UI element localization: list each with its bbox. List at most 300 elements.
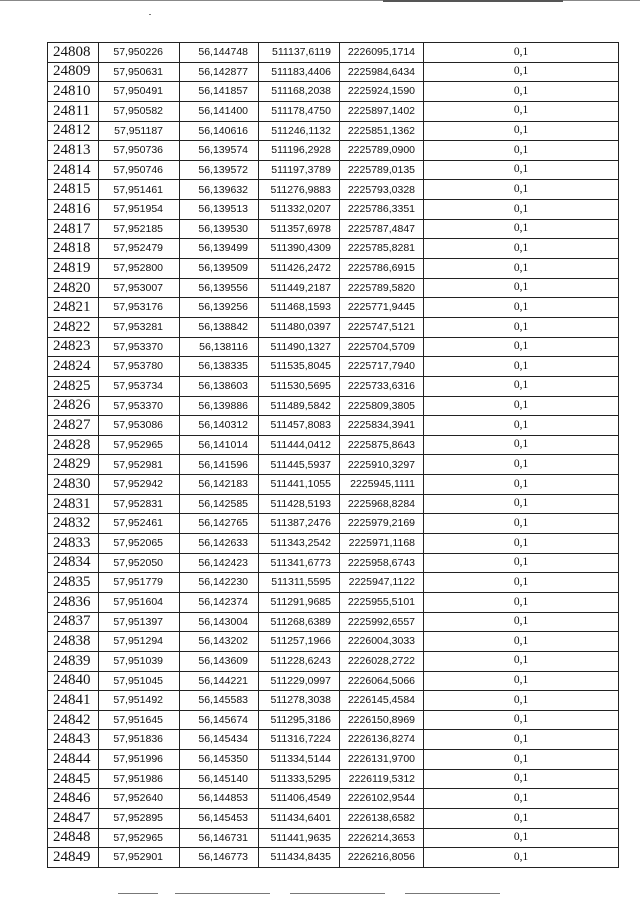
latitude-cell: 57,951397 (99, 612, 180, 632)
bottom-rule-segment (175, 893, 270, 894)
latitude-cell: 57,953370 (99, 396, 180, 416)
x-coordinate-cell: 511276,9883 (259, 180, 340, 200)
x-coordinate-cell: 511490,1327 (259, 337, 340, 357)
longitude-cell: 56,140616 (180, 121, 259, 141)
point-number-cell: 24839 (48, 651, 99, 671)
longitude-cell: 56,138842 (180, 317, 259, 337)
x-coordinate-cell: 511441,9635 (259, 828, 340, 848)
accuracy-cell: 0,1 (424, 376, 619, 396)
longitude-cell: 56,139556 (180, 278, 259, 298)
table-row (48, 828, 619, 848)
longitude-cell: 56,145434 (180, 730, 259, 750)
table-row (48, 160, 619, 180)
latitude-cell: 57,950226 (99, 43, 180, 63)
accuracy-cell: 0,1 (424, 710, 619, 730)
latitude-cell: 57,951986 (99, 769, 180, 789)
accuracy-cell: 0,1 (424, 435, 619, 455)
y-coordinate-cell: 2226138,6582 (340, 808, 424, 828)
point-number-cell: 24817 (48, 219, 99, 239)
longitude-cell: 56,141596 (180, 455, 259, 475)
point-number-cell: 24847 (48, 808, 99, 828)
point-number-cell: 24819 (48, 259, 99, 279)
point-number-cell: 24832 (48, 514, 99, 534)
y-coordinate-cell: 2226131,9700 (340, 750, 424, 770)
point-number-cell: 24824 (48, 357, 99, 377)
table-row (48, 180, 619, 200)
x-coordinate-cell: 511334,5144 (259, 750, 340, 770)
x-coordinate-cell: 511257,1966 (259, 632, 340, 652)
accuracy-cell: 0,1 (424, 180, 619, 200)
x-coordinate-cell: 511449,2187 (259, 278, 340, 298)
x-coordinate-cell: 511246,1132 (259, 121, 340, 141)
y-coordinate-cell: 2225971,1168 (340, 534, 424, 554)
table-row (48, 573, 619, 593)
accuracy-cell: 0,1 (424, 259, 619, 279)
accuracy-cell: 0,1 (424, 808, 619, 828)
accuracy-cell: 0,1 (424, 573, 619, 593)
x-coordinate-cell: 511316,7224 (259, 730, 340, 750)
table-row (48, 82, 619, 102)
x-coordinate-cell: 511387,2476 (259, 514, 340, 534)
point-number-cell: 24830 (48, 475, 99, 495)
x-coordinate-cell: 511295,3186 (259, 710, 340, 730)
point-number-cell: 24816 (48, 200, 99, 220)
y-coordinate-cell: 2225947,1122 (340, 573, 424, 593)
table-row (48, 455, 619, 475)
x-coordinate-cell: 511357,6978 (259, 219, 340, 239)
accuracy-cell: 0,1 (424, 475, 619, 495)
point-number-cell: 24808 (48, 43, 99, 63)
x-coordinate-cell: 511183,4406 (259, 62, 340, 82)
table-row (48, 239, 619, 259)
table-row (48, 710, 619, 730)
accuracy-cell: 0,1 (424, 219, 619, 239)
point-number-cell: 24822 (48, 317, 99, 337)
table-row (48, 534, 619, 554)
latitude-cell: 57,952640 (99, 789, 180, 809)
table-row (48, 435, 619, 455)
y-coordinate-cell: 2226119,5312 (340, 769, 424, 789)
y-coordinate-cell: 2226136,8274 (340, 730, 424, 750)
y-coordinate-cell: 2225786,6915 (340, 259, 424, 279)
y-coordinate-cell: 2225787,4847 (340, 219, 424, 239)
y-coordinate-cell: 2225747,5121 (340, 317, 424, 337)
longitude-cell: 56,139886 (180, 396, 259, 416)
x-coordinate-cell: 511468,1593 (259, 298, 340, 318)
longitude-cell: 56,144748 (180, 43, 259, 63)
latitude-cell: 57,952942 (99, 475, 180, 495)
accuracy-cell: 0,1 (424, 612, 619, 632)
latitude-cell: 57,953176 (99, 298, 180, 318)
accuracy-cell: 0,1 (424, 357, 619, 377)
y-coordinate-cell: 2226150,8969 (340, 710, 424, 730)
latitude-cell: 57,950582 (99, 101, 180, 121)
top-page-rule-heavy (383, 0, 563, 2)
table-row (48, 475, 619, 495)
y-coordinate-cell: 2225924,1590 (340, 82, 424, 102)
point-number-cell: 24812 (48, 121, 99, 141)
longitude-cell: 56,144853 (180, 789, 259, 809)
x-coordinate-cell: 511489,5842 (259, 396, 340, 416)
y-coordinate-cell: 2225851,1362 (340, 121, 424, 141)
longitude-cell: 56,142230 (180, 573, 259, 593)
y-coordinate-cell: 2225704,5709 (340, 337, 424, 357)
accuracy-cell: 0,1 (424, 200, 619, 220)
table-row (48, 612, 619, 632)
x-coordinate-cell: 511137,6119 (259, 43, 340, 63)
point-number-cell: 24833 (48, 534, 99, 554)
latitude-cell: 57,951187 (99, 121, 180, 141)
accuracy-cell: 0,1 (424, 298, 619, 318)
scan-speck (149, 14, 151, 15)
point-number-cell: 24849 (48, 848, 99, 868)
point-number-cell: 24811 (48, 101, 99, 121)
latitude-cell: 57,951996 (99, 750, 180, 770)
y-coordinate-cell: 2226145,4584 (340, 691, 424, 711)
table-row (48, 121, 619, 141)
longitude-cell: 56,139574 (180, 141, 259, 161)
accuracy-cell: 0,1 (424, 416, 619, 436)
x-coordinate-cell: 511434,6401 (259, 808, 340, 828)
x-coordinate-cell: 511168,2038 (259, 82, 340, 102)
point-number-cell: 24818 (48, 239, 99, 259)
point-number-cell: 24825 (48, 376, 99, 396)
accuracy-cell: 0,1 (424, 632, 619, 652)
longitude-cell: 56,139256 (180, 298, 259, 318)
longitude-cell: 56,146773 (180, 848, 259, 868)
latitude-cell: 57,951604 (99, 592, 180, 612)
latitude-cell: 57,953007 (99, 278, 180, 298)
latitude-cell: 57,952981 (99, 455, 180, 475)
table-row (48, 632, 619, 652)
latitude-cell: 57,952800 (99, 259, 180, 279)
latitude-cell: 57,952901 (99, 848, 180, 868)
table-row (48, 553, 619, 573)
table-row (48, 278, 619, 298)
accuracy-cell: 0,1 (424, 553, 619, 573)
point-number-cell: 24843 (48, 730, 99, 750)
coordinates-table-body (48, 43, 619, 868)
latitude-cell: 57,952050 (99, 553, 180, 573)
y-coordinate-cell: 2226064,5066 (340, 671, 424, 691)
point-number-cell: 24828 (48, 435, 99, 455)
accuracy-cell: 0,1 (424, 848, 619, 868)
table-row (48, 769, 619, 789)
y-coordinate-cell: 2226028,2722 (340, 651, 424, 671)
table-row (48, 494, 619, 514)
x-coordinate-cell: 511311,5595 (259, 573, 340, 593)
latitude-cell: 57,951039 (99, 651, 180, 671)
latitude-cell: 57,952965 (99, 828, 180, 848)
y-coordinate-cell: 2225955,5101 (340, 592, 424, 612)
table-row (48, 789, 619, 809)
table-row (48, 62, 619, 82)
latitude-cell: 57,951645 (99, 710, 180, 730)
point-number-cell: 24842 (48, 710, 99, 730)
accuracy-cell: 0,1 (424, 82, 619, 102)
latitude-cell: 57,951461 (99, 180, 180, 200)
point-number-cell: 24829 (48, 455, 99, 475)
latitude-cell: 57,951294 (99, 632, 180, 652)
bottom-rule-segment (290, 893, 385, 894)
y-coordinate-cell: 2225786,3351 (340, 200, 424, 220)
longitude-cell: 56,139513 (180, 200, 259, 220)
accuracy-cell: 0,1 (424, 494, 619, 514)
y-coordinate-cell: 2225789,0135 (340, 160, 424, 180)
latitude-cell: 57,952461 (99, 514, 180, 534)
point-number-cell: 24827 (48, 416, 99, 436)
table-row (48, 592, 619, 612)
accuracy-cell: 0,1 (424, 828, 619, 848)
accuracy-cell: 0,1 (424, 514, 619, 534)
longitude-cell: 56,139499 (180, 239, 259, 259)
y-coordinate-cell: 2225717,7940 (340, 357, 424, 377)
table-row (48, 848, 619, 868)
table-row (48, 101, 619, 121)
y-coordinate-cell: 2226216,8056 (340, 848, 424, 868)
longitude-cell: 56,141014 (180, 435, 259, 455)
accuracy-cell: 0,1 (424, 455, 619, 475)
y-coordinate-cell: 2226102,9544 (340, 789, 424, 809)
latitude-cell: 57,952895 (99, 808, 180, 828)
x-coordinate-cell: 511332,0207 (259, 200, 340, 220)
accuracy-cell: 0,1 (424, 62, 619, 82)
x-coordinate-cell: 511333,5295 (259, 769, 340, 789)
latitude-cell: 57,952965 (99, 435, 180, 455)
y-coordinate-cell: 2225979,2169 (340, 514, 424, 534)
longitude-cell: 56,142374 (180, 592, 259, 612)
y-coordinate-cell: 2226095,1714 (340, 43, 424, 63)
longitude-cell: 56,145350 (180, 750, 259, 770)
x-coordinate-cell: 511196,2928 (259, 141, 340, 161)
longitude-cell: 56,139530 (180, 219, 259, 239)
table-row (48, 219, 619, 239)
point-number-cell: 24820 (48, 278, 99, 298)
point-number-cell: 24809 (48, 62, 99, 82)
coordinates-table (47, 42, 619, 868)
latitude-cell: 57,953780 (99, 357, 180, 377)
point-number-cell: 24836 (48, 592, 99, 612)
table-row (48, 376, 619, 396)
accuracy-cell: 0,1 (424, 730, 619, 750)
table-row (48, 808, 619, 828)
latitude-cell: 57,951954 (99, 200, 180, 220)
x-coordinate-cell: 511445,5937 (259, 455, 340, 475)
latitude-cell: 57,951492 (99, 691, 180, 711)
table-row (48, 396, 619, 416)
latitude-cell: 57,950746 (99, 160, 180, 180)
latitude-cell: 57,952831 (99, 494, 180, 514)
latitude-cell: 57,953734 (99, 376, 180, 396)
x-coordinate-cell: 511480,0397 (259, 317, 340, 337)
y-coordinate-cell: 2225968,8284 (340, 494, 424, 514)
point-number-cell: 24821 (48, 298, 99, 318)
x-coordinate-cell: 511441,1055 (259, 475, 340, 495)
longitude-cell: 56,140312 (180, 416, 259, 436)
longitude-cell: 56,143202 (180, 632, 259, 652)
y-coordinate-cell: 2225771,9445 (340, 298, 424, 318)
table-row (48, 141, 619, 161)
x-coordinate-cell: 511278,3038 (259, 691, 340, 711)
longitude-cell: 56,141400 (180, 101, 259, 121)
table-row (48, 730, 619, 750)
longitude-cell: 56,142585 (180, 494, 259, 514)
latitude-cell: 57,953086 (99, 416, 180, 436)
longitude-cell: 56,139632 (180, 180, 259, 200)
accuracy-cell: 0,1 (424, 592, 619, 612)
longitude-cell: 56,141857 (180, 82, 259, 102)
y-coordinate-cell: 2225875,8643 (340, 435, 424, 455)
longitude-cell: 56,138335 (180, 357, 259, 377)
y-coordinate-cell: 2225834,3941 (340, 416, 424, 436)
point-number-cell: 24848 (48, 828, 99, 848)
longitude-cell: 56,146731 (180, 828, 259, 848)
longitude-cell: 56,139509 (180, 259, 259, 279)
table-row (48, 651, 619, 671)
longitude-cell: 56,142877 (180, 62, 259, 82)
point-number-cell: 24834 (48, 553, 99, 573)
latitude-cell: 57,951045 (99, 671, 180, 691)
table-row (48, 750, 619, 770)
x-coordinate-cell: 511457,8083 (259, 416, 340, 436)
y-coordinate-cell: 2225897,1402 (340, 101, 424, 121)
accuracy-cell: 0,1 (424, 278, 619, 298)
latitude-cell: 57,951836 (99, 730, 180, 750)
table-row (48, 43, 619, 63)
point-number-cell: 24826 (48, 396, 99, 416)
point-number-cell: 24810 (48, 82, 99, 102)
x-coordinate-cell: 511343,2542 (259, 534, 340, 554)
point-number-cell: 24845 (48, 769, 99, 789)
point-number-cell: 24840 (48, 671, 99, 691)
accuracy-cell: 0,1 (424, 789, 619, 809)
accuracy-cell: 0,1 (424, 141, 619, 161)
y-coordinate-cell: 2225958,6743 (340, 553, 424, 573)
latitude-cell: 57,953370 (99, 337, 180, 357)
longitude-cell: 56,139572 (180, 160, 259, 180)
y-coordinate-cell: 2226004,3033 (340, 632, 424, 652)
y-coordinate-cell: 2225789,5820 (340, 278, 424, 298)
point-number-cell: 24823 (48, 337, 99, 357)
y-coordinate-cell: 2225785,8281 (340, 239, 424, 259)
latitude-cell: 57,953281 (99, 317, 180, 337)
table-row (48, 514, 619, 534)
accuracy-cell: 0,1 (424, 691, 619, 711)
table-row (48, 200, 619, 220)
x-coordinate-cell: 511178,4750 (259, 101, 340, 121)
table-row (48, 317, 619, 337)
longitude-cell: 56,143004 (180, 612, 259, 632)
point-number-cell: 24837 (48, 612, 99, 632)
x-coordinate-cell: 511406,4549 (259, 789, 340, 809)
y-coordinate-cell: 2225945,1111 (340, 475, 424, 495)
bottom-rule-segment (118, 893, 158, 894)
y-coordinate-cell: 2225733,6316 (340, 376, 424, 396)
longitude-cell: 56,143609 (180, 651, 259, 671)
y-coordinate-cell: 2225992,6557 (340, 612, 424, 632)
accuracy-cell: 0,1 (424, 651, 619, 671)
x-coordinate-cell: 511291,9685 (259, 592, 340, 612)
x-coordinate-cell: 511444,0412 (259, 435, 340, 455)
x-coordinate-cell: 511197,3789 (259, 160, 340, 180)
table-row (48, 259, 619, 279)
longitude-cell: 56,142633 (180, 534, 259, 554)
x-coordinate-cell: 511530,5695 (259, 376, 340, 396)
latitude-cell: 57,952185 (99, 219, 180, 239)
accuracy-cell: 0,1 (424, 534, 619, 554)
latitude-cell: 57,951779 (99, 573, 180, 593)
accuracy-cell: 0,1 (424, 239, 619, 259)
point-number-cell: 24835 (48, 573, 99, 593)
point-number-cell: 24813 (48, 141, 99, 161)
y-coordinate-cell: 2225809,3805 (340, 396, 424, 416)
longitude-cell: 56,145583 (180, 691, 259, 711)
accuracy-cell: 0,1 (424, 121, 619, 141)
longitude-cell: 56,142183 (180, 475, 259, 495)
x-coordinate-cell: 511228,6243 (259, 651, 340, 671)
accuracy-cell: 0,1 (424, 337, 619, 357)
latitude-cell: 57,950736 (99, 141, 180, 161)
latitude-cell: 57,950631 (99, 62, 180, 82)
x-coordinate-cell: 511426,2472 (259, 259, 340, 279)
table-row (48, 298, 619, 318)
longitude-cell: 56,138603 (180, 376, 259, 396)
point-number-cell: 24838 (48, 632, 99, 652)
x-coordinate-cell: 511268,6389 (259, 612, 340, 632)
point-number-cell: 24841 (48, 691, 99, 711)
latitude-cell: 57,950491 (99, 82, 180, 102)
longitude-cell: 56,145674 (180, 710, 259, 730)
point-number-cell: 24846 (48, 789, 99, 809)
accuracy-cell: 0,1 (424, 317, 619, 337)
table-row (48, 691, 619, 711)
y-coordinate-cell: 2225793,0328 (340, 180, 424, 200)
x-coordinate-cell: 511535,8045 (259, 357, 340, 377)
point-number-cell: 24831 (48, 494, 99, 514)
y-coordinate-cell: 2226214,3653 (340, 828, 424, 848)
table-row (48, 416, 619, 436)
point-number-cell: 24844 (48, 750, 99, 770)
y-coordinate-cell: 2225984,6434 (340, 62, 424, 82)
accuracy-cell: 0,1 (424, 101, 619, 121)
accuracy-cell: 0,1 (424, 671, 619, 691)
y-coordinate-cell: 2225910,3297 (340, 455, 424, 475)
longitude-cell: 56,145453 (180, 808, 259, 828)
latitude-cell: 57,952479 (99, 239, 180, 259)
bottom-rule-segment (405, 893, 500, 894)
x-coordinate-cell: 511390,4309 (259, 239, 340, 259)
accuracy-cell: 0,1 (424, 750, 619, 770)
latitude-cell: 57,952065 (99, 534, 180, 554)
x-coordinate-cell: 511434,8435 (259, 848, 340, 868)
table-row (48, 357, 619, 377)
accuracy-cell: 0,1 (424, 43, 619, 63)
table-row (48, 337, 619, 357)
x-coordinate-cell: 511341,6773 (259, 553, 340, 573)
accuracy-cell: 0,1 (424, 160, 619, 180)
x-coordinate-cell: 511428,5193 (259, 494, 340, 514)
longitude-cell: 56,144221 (180, 671, 259, 691)
accuracy-cell: 0,1 (424, 769, 619, 789)
longitude-cell: 56,142765 (180, 514, 259, 534)
x-coordinate-cell: 511229,0997 (259, 671, 340, 691)
table-row (48, 671, 619, 691)
longitude-cell: 56,142423 (180, 553, 259, 573)
longitude-cell: 56,145140 (180, 769, 259, 789)
point-number-cell: 24815 (48, 180, 99, 200)
longitude-cell: 56,138116 (180, 337, 259, 357)
point-number-cell: 24814 (48, 160, 99, 180)
